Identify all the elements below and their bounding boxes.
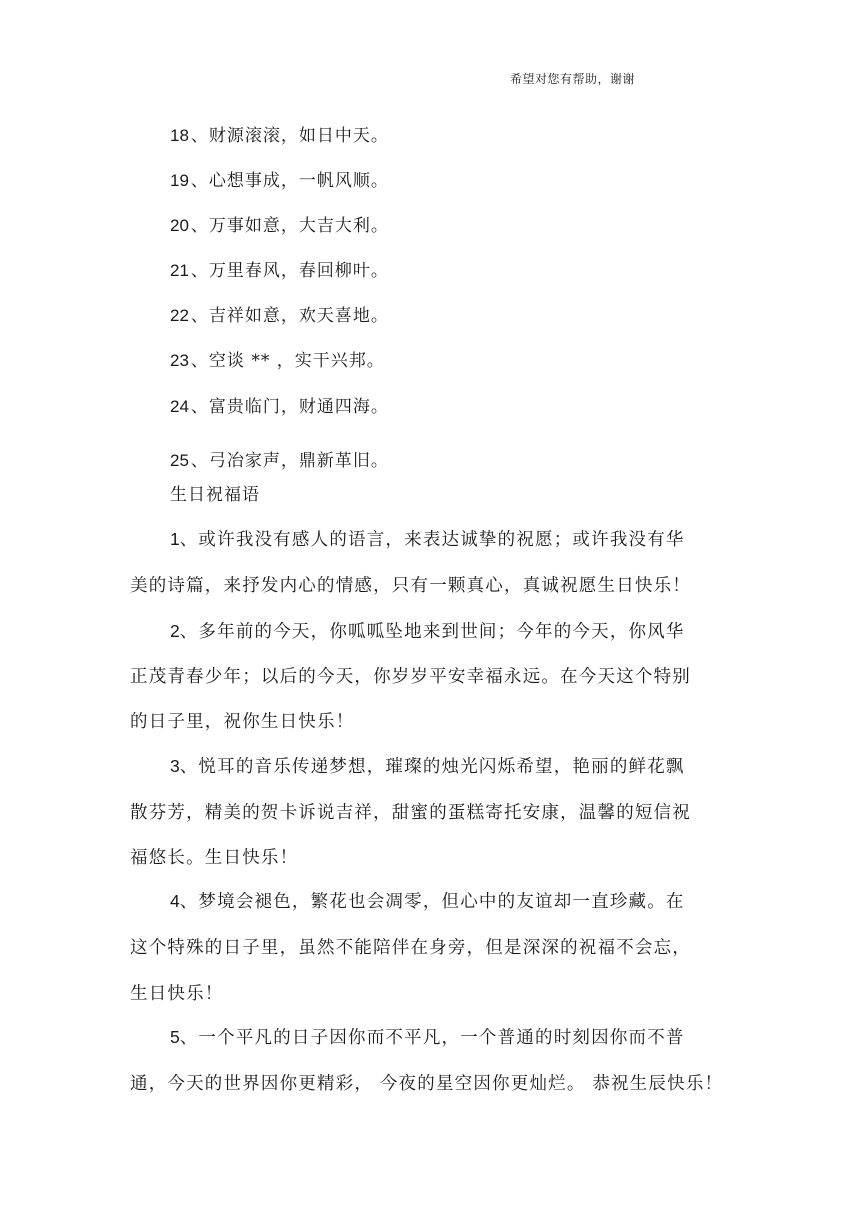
list-item-number: 18 xyxy=(170,126,189,145)
paragraph-number: 5 xyxy=(170,1027,180,1047)
list-item-number: 20 xyxy=(170,216,189,235)
list-item xyxy=(170,166,389,191)
list-item xyxy=(170,392,389,417)
paragraph-number: 2 xyxy=(170,621,180,641)
section-title: 生日祝福语 xyxy=(170,485,260,505)
paragraph-line xyxy=(170,888,685,913)
list-item xyxy=(170,256,389,281)
list-item-number: 23 xyxy=(170,351,189,370)
list-item xyxy=(170,346,385,371)
paragraph-line: 通，今天的世界因你更精彩， 今夜的星空因你更灿烂。 恭祝生辰快乐！ xyxy=(130,1074,724,1094)
paragraph-text: 、或许我没有感人的语言，来表达诚挚的祝愿；或许我没有华 xyxy=(179,530,685,550)
paragraph-line: 正茂青春少年；以后的今天，你岁岁平安幸福永远。在今天这个特别 xyxy=(130,667,691,687)
paragraph-line xyxy=(170,1024,685,1049)
list-item xyxy=(170,446,389,471)
paragraph-line: 美的诗篇，来抒发内心的情感，只有一颗真心，真诚祝愿生日快乐！ xyxy=(130,576,691,596)
list-item-number: 22 xyxy=(170,306,189,325)
list-item-number: 24 xyxy=(170,397,189,416)
paragraph-line: 生日快乐！ xyxy=(130,984,224,1004)
paragraph-number: 3 xyxy=(170,756,180,776)
list-item xyxy=(170,301,389,326)
list-item-text: 、弓冶家声，鼎新革旧。 xyxy=(190,451,389,471)
paragraph-line xyxy=(170,618,685,643)
paragraph-line xyxy=(170,753,685,778)
paragraph-line: 福悠长。生日快乐！ xyxy=(130,848,299,868)
paragraph-line: 的日子里，祝你生日快乐！ xyxy=(130,712,355,732)
paragraph-line: 这个特殊的日子里，虽然不能陪伴在身旁，但是深深的祝福不会忘， xyxy=(130,938,691,958)
list-item xyxy=(170,121,389,146)
paragraph-number: 1 xyxy=(170,529,180,549)
list-item-text: 、心想事成，一帆风顺。 xyxy=(190,171,389,191)
list-item-text: 、财源滚滚，如日中天。 xyxy=(190,126,389,146)
paragraph-line: 散芬芳，精美的贺卡诉说吉祥，甜蜜的蛋糕寄托安康，温馨的短信祝 xyxy=(130,803,691,823)
list-item-text: 、万事如意，大吉大利。 xyxy=(190,216,389,236)
list-item-text: 、富贵临门，财通四海。 xyxy=(190,397,389,417)
list-item-number: 21 xyxy=(170,261,189,280)
paragraph-number: 4 xyxy=(170,891,180,911)
header-note: 希望对您有帮助，谢谢 xyxy=(510,72,636,86)
paragraph-line xyxy=(170,526,685,551)
paragraph-text: 、梦境会褪色，繁花也会凋零，但心中的友谊却一直珍藏。在 xyxy=(179,892,685,912)
list-item-number: 25 xyxy=(170,451,189,470)
list-item-text: 、吉祥如意，欢天喜地。 xyxy=(190,306,389,326)
list-item-text: 、空谈 ** ，实干兴邦。 xyxy=(190,351,385,371)
list-item-number: 19 xyxy=(170,171,189,190)
paragraph-text: 、多年前的今天，你呱呱坠地来到世间；今年的今天，你风华 xyxy=(179,622,685,642)
paragraph-text: 、悦耳的音乐传递梦想，璀璨的烛光闪烁希望，艳丽的鲜花飘 xyxy=(179,757,685,777)
list-item xyxy=(170,211,389,236)
paragraph-text: 、一个平凡的日子因你而不平凡，一个普通的时刻因你而不普 xyxy=(179,1028,685,1048)
list-item-text: 、万里春风，春回柳叶。 xyxy=(190,261,389,281)
